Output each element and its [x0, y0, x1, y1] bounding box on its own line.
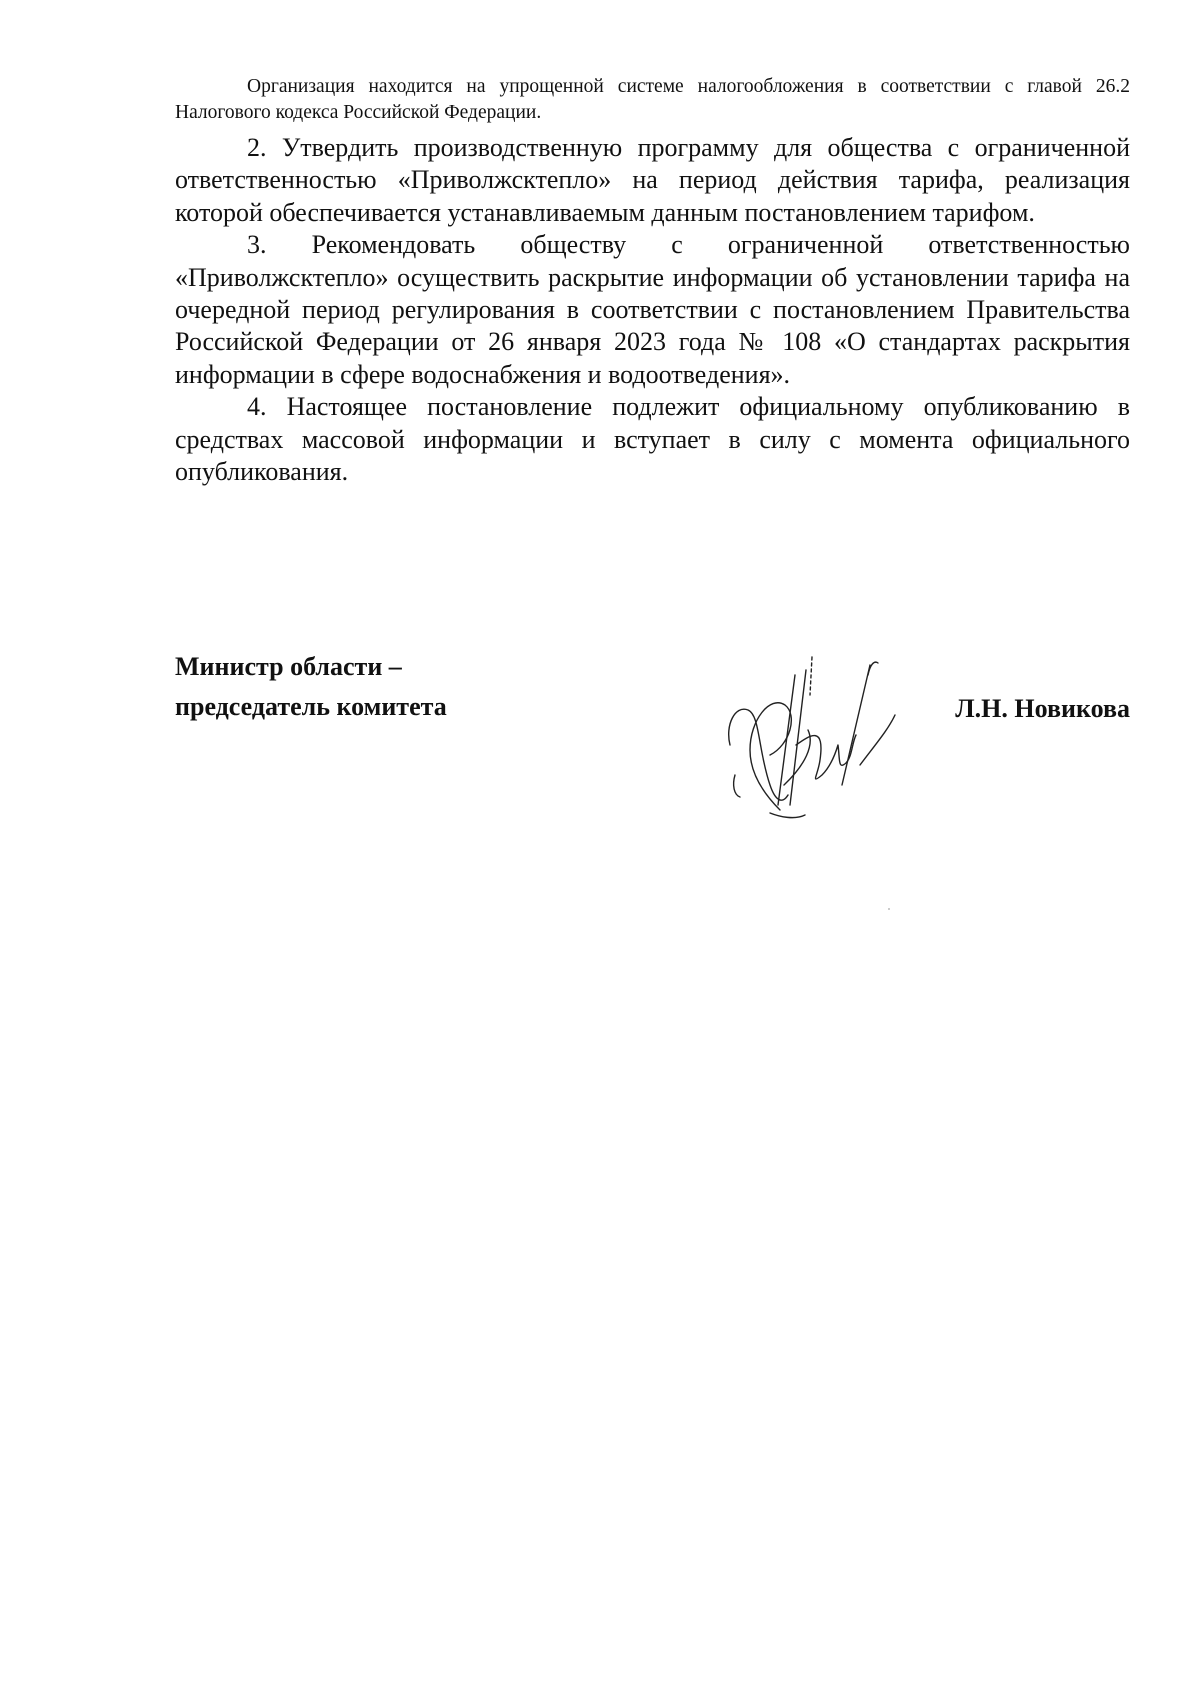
tax-system-note: Организация находится на упрощенной системе налогообложения в соответствии с главой 26.2 Налогового кодекса Российской Федерации.	[175, 75, 1130, 123]
resolution-body	[175, 132, 1130, 488]
paragraph-2: 2. Утвердить производственную программу для общества с ограниченной ответственностью «Приволжсктепло» на период действия тарифа, реализация которой обеспечивается устанавливаемым данным постановлением тарифом.	[175, 133, 1130, 227]
handwritten-signature	[710, 635, 900, 845]
paragraph-4: 4. Настоящее постановление подлежит официальному опубликованию в средствах массовой информации и вступает в силу с момента официального опубликования.	[175, 392, 1130, 487]
signatory-title-line-2: председатель комитета	[175, 692, 447, 721]
signatory-name: Л.Н. Новикова	[955, 694, 1130, 723]
signatory-title	[175, 647, 447, 727]
paragraph-3: 3. Рекомендовать обществу с ограниченной ответственностью «Приволжсктепло» осуществить раскрытие информации об установлении тарифа на очередной период регулирования в соответствии с постановлением Правительства Российской Федерации от 26 января 2023 года № 108 «О стандартах раскрытия информации в сфере водоснабжения и водоотведения».	[175, 230, 1130, 389]
scan-speck	[888, 908, 890, 910]
signatory-title-line-1: Министр области –	[175, 652, 402, 681]
